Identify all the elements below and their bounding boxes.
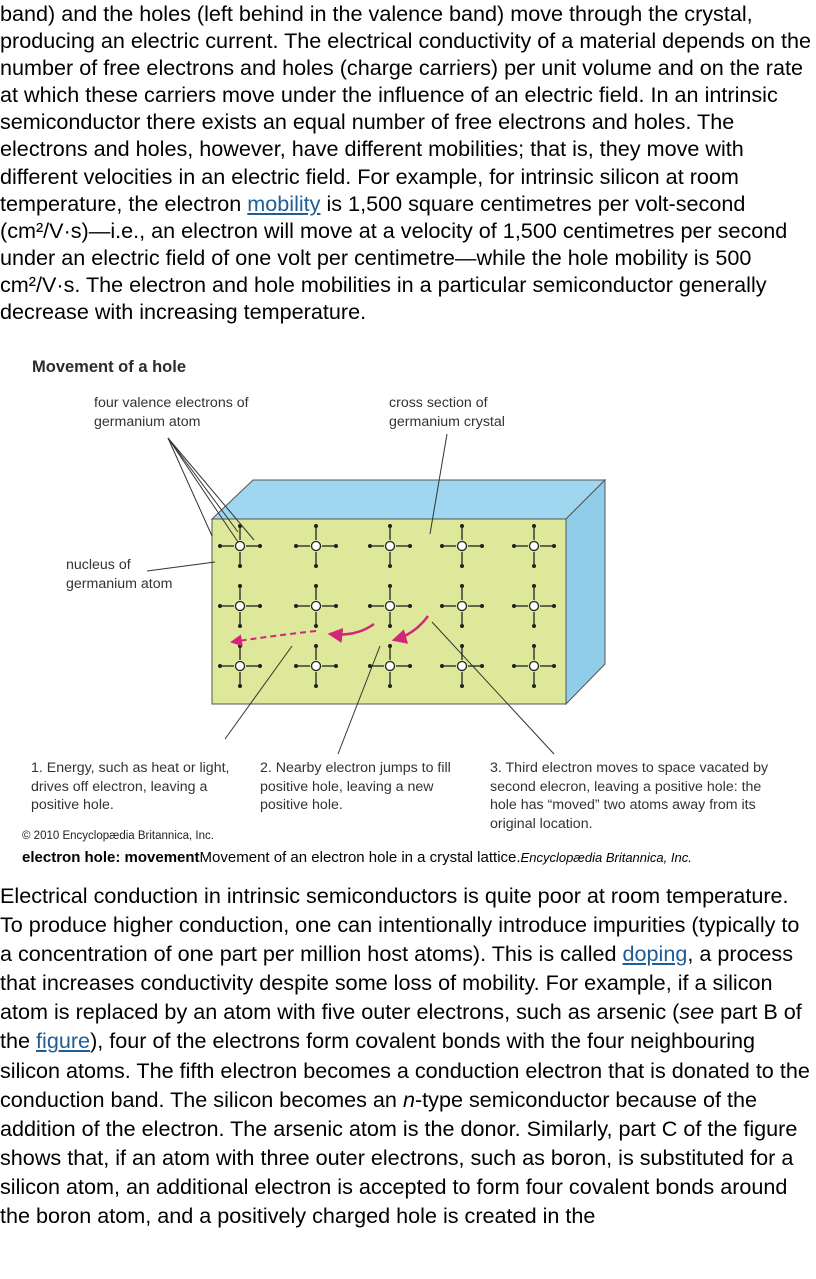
valence-electron bbox=[460, 624, 464, 628]
crystal-top-face bbox=[212, 480, 605, 519]
crystal-side-face bbox=[566, 480, 605, 704]
valence-electron bbox=[218, 664, 222, 668]
atom-nucleus bbox=[236, 602, 245, 611]
atom-nucleus bbox=[386, 602, 395, 611]
paragraph-intrinsic-conduction: band) and the holes (left behind in the valence band) move through the crystal, producing an electric current. The electrical conductivity of a material depends on the number of free electrons and holes (charge carriers) per unit volume and on the rate at which these carriers move under the influence of an electric field. In an intrinsic semiconductor there exists an equal number of free electrons and holes. The electrons and holes, however, have different mobilities; that is, they move with different velocities in an electric field. For example, for intrinsic silicon at room temperature, the electron mobility is 1,500 square centimetres per volt-second (cm²/V·s)—i.e., an electron will move at a velocity of 1,500 centimetres per second under an electric field of one volt per centimetre—while the hole mobility is 500 cm²/V·s. The electron and hole mobilities in a particular semiconductor generally decrease with increasing temperature. bbox=[0, 1, 812, 325]
valence-electron bbox=[480, 604, 484, 608]
valence-electron bbox=[512, 544, 516, 548]
valence-electron bbox=[388, 624, 392, 628]
valence-electron bbox=[294, 664, 298, 668]
valence-electron bbox=[368, 604, 372, 608]
crystal-diagram bbox=[0, 354, 816, 774]
valence-electron bbox=[238, 584, 242, 588]
atom-nucleus bbox=[236, 542, 245, 551]
valence-electron bbox=[238, 684, 242, 688]
atom-nucleus bbox=[530, 662, 539, 671]
valence-electron bbox=[460, 684, 464, 688]
valence-electron bbox=[334, 544, 338, 548]
atom-nucleus bbox=[236, 662, 245, 671]
valence-electron bbox=[532, 564, 536, 568]
valence-electron bbox=[512, 664, 516, 668]
valence-electron bbox=[532, 584, 536, 588]
valence-electron bbox=[314, 624, 318, 628]
valence-electron bbox=[314, 524, 318, 528]
valence-electron bbox=[258, 664, 262, 668]
valence-electron bbox=[408, 604, 412, 608]
figure-caption: electron hole: movementMovement of an electron hole in a crystal lattice.Encyclopædia Britannica, Inc. bbox=[22, 849, 692, 866]
valence-electron bbox=[238, 624, 242, 628]
valence-electron bbox=[552, 664, 556, 668]
valence-electron bbox=[480, 544, 484, 548]
valence-electron bbox=[238, 644, 242, 648]
atom-nucleus bbox=[530, 542, 539, 551]
valence-electron bbox=[512, 604, 516, 608]
valence-electron bbox=[532, 684, 536, 688]
valence-electron bbox=[294, 604, 298, 608]
valence-electrons-label: four valence electrons of germanium atom bbox=[94, 395, 249, 430]
valence-electron bbox=[460, 584, 464, 588]
valence-electron bbox=[532, 524, 536, 528]
valence-electron bbox=[388, 684, 392, 688]
valence-electron bbox=[258, 604, 262, 608]
step-1-text: 1. Energy, such as heat or light, drives off electron, leaving a positive hole. bbox=[31, 760, 230, 814]
nucleus-label: nucleus of germanium atom bbox=[66, 557, 173, 592]
atom-nucleus bbox=[530, 602, 539, 611]
step-2-text: 2. Nearby electron jumps to fill positive hole, leaving a new positive hole. bbox=[260, 760, 451, 814]
atom-nucleus bbox=[458, 662, 467, 671]
valence-electron bbox=[408, 664, 412, 668]
atom-nucleus bbox=[458, 602, 467, 611]
cross-section-label: cross section of germanium crystal bbox=[389, 395, 505, 430]
atom-nucleus bbox=[312, 662, 321, 671]
valence-electron bbox=[388, 564, 392, 568]
valence-electron bbox=[258, 544, 262, 548]
atom-nucleus bbox=[386, 542, 395, 551]
valence-electron bbox=[314, 644, 318, 648]
valence-electron bbox=[460, 644, 464, 648]
valence-electron bbox=[314, 584, 318, 588]
figure-link[interactable]: figure bbox=[36, 1028, 91, 1054]
valence-electron bbox=[440, 544, 444, 548]
valence-electron bbox=[552, 544, 556, 548]
valence-electron bbox=[314, 684, 318, 688]
valence-electron bbox=[218, 544, 222, 548]
valence-electron bbox=[532, 644, 536, 648]
valence-electron bbox=[480, 664, 484, 668]
valence-electron bbox=[334, 604, 338, 608]
atom-nucleus bbox=[312, 602, 321, 611]
valence-electron bbox=[460, 564, 464, 568]
valence-electron bbox=[532, 624, 536, 628]
atom-nucleus bbox=[458, 542, 467, 551]
valence-electron bbox=[238, 564, 242, 568]
valence-electron bbox=[552, 604, 556, 608]
valence-electron bbox=[460, 524, 464, 528]
valence-electron bbox=[388, 584, 392, 588]
valence-electron bbox=[314, 564, 318, 568]
mobility-link[interactable]: mobility bbox=[247, 190, 321, 216]
doping-link[interactable]: doping bbox=[622, 941, 688, 967]
atom-nucleus bbox=[312, 542, 321, 551]
valence-electron bbox=[388, 524, 392, 528]
valence-electron bbox=[334, 664, 338, 668]
valence-electron bbox=[440, 664, 444, 668]
paragraph-doping: Electrical conduction in intrinsic semiconductors is quite poor at room temperature. To produce higher conduction, one can intentionally introduce impurities (typically to a concentration of one part per million host atoms). This is called doping, a process that increases conductivity despite some loss of mobility. For example, if a silicon atom is replaced by an atom with five outer electrons, such as arsenic (see part B of the figure), four of the electrons form covalent bonds with the four neighbouring silicon atoms. The fifth electron becomes a conduction electron that is donated to the conduction band. The silicon becomes an n-type semiconductor because of the addition of the electron. The arsenic atom is the donor. Similarly, part C of the figure shows that, if an atom with three outer electrons, such as boron, is substituted for a silicon atom, an additional electron is accepted to form four covalent bonds around the boron atom, and a positively charged hole is created in the bbox=[0, 883, 810, 1229]
valence-electron bbox=[440, 604, 444, 608]
valence-electron bbox=[368, 544, 372, 548]
figure-title: Movement of a hole bbox=[32, 358, 187, 376]
step-3-text: 3. Third electron moves to space vacated by second elecron, leaving a positive hole: the hole has “moved” two atoms away from its original location. bbox=[490, 760, 769, 832]
movement-of-hole-figure bbox=[0, 354, 816, 874]
valence-electron bbox=[218, 604, 222, 608]
valence-electron bbox=[408, 544, 412, 548]
valence-electron bbox=[294, 544, 298, 548]
atom-nucleus bbox=[386, 662, 395, 671]
valence-electron bbox=[388, 644, 392, 648]
copyright-notice: © 2010 Encyclopædia Britannica, Inc. bbox=[22, 830, 214, 842]
